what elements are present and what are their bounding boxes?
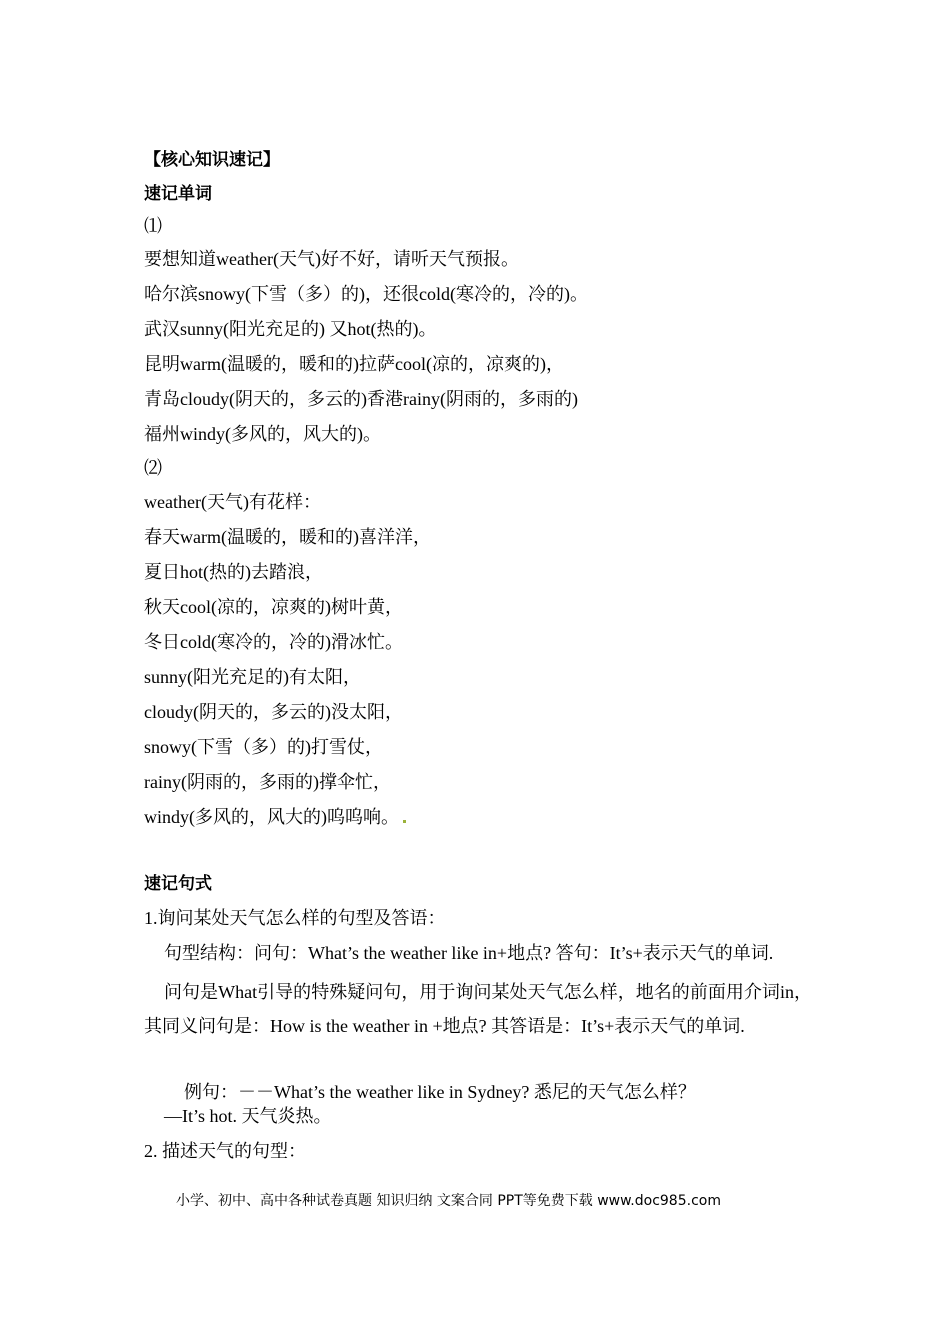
rhyme-line: 哈尔滨snowy(下雪（多）的)，还很cold(寒冷的，冷的)。 (144, 284, 588, 304)
rhyme-line: 要想知道weather(天气)好不好，请听天气预报。 (144, 249, 519, 269)
item2-title: 2. 描述天气的句型： (144, 1141, 306, 1161)
rhyme-line: 福州windy(多风的，风大的)。 (144, 424, 381, 444)
rhyme-line: rainy(阴雨的，多雨的)撑伞忙， (144, 772, 391, 792)
rhyme-line: 冬日cold(寒冷的，冷的)滑冰忙。 (144, 632, 403, 652)
sentence-section-title: 速记句式 (144, 874, 212, 894)
rhyme-line: 秋天cool(凉的，凉爽的)树叶黄， (144, 597, 403, 617)
rhyme-line-last (144, 805, 406, 829)
rhyme-line: 春天warm(温暖的，暖和的)喜洋洋， (144, 527, 431, 547)
rhyme-line: 夏日hot(热的)去踏浪， (144, 562, 323, 582)
rhyme-line: sunny(阳光充足的)有太阳， (144, 667, 361, 687)
footer-text: 小学、初中、高中各种试卷真题 知识归纳 文案合同 PPT等免费下载 www.doc985.com (176, 1193, 721, 1209)
marker-dot (403, 820, 406, 823)
part2-label: ⑵ (144, 458, 162, 478)
rhyme-line: cloudy(阴天的，多云的)没太阳， (144, 702, 403, 722)
rhyme-line: 武汉sunny(阳光充足的) 又hot(热的)。 (144, 319, 437, 339)
rhyme-line: snowy(下雪（多）的)打雪仗， (144, 737, 383, 757)
rhyme-line: 青岛cloudy(阴天的，多云的)香港rainy(阴雨的，多雨的) (144, 389, 578, 409)
rhyme-line: weather(天气)有花样： (144, 492, 321, 512)
part1-label: ⑴ (144, 216, 162, 236)
item1-explanation: 问句是What引导的特殊疑问句，用于询问某处天气怎么样，地名的前面用介词in，其同义问句是：How is the weather in +地点? 其答语是：It’s+表示天气的单词. (144, 982, 812, 1036)
core-knowledge-heading: 【核心知识速记】 (144, 150, 280, 170)
item1-example-answer: —It’s hot. 天气炎热。 (164, 1106, 332, 1126)
item1-example-question: 例句：－－What’s the weather like in Sydney? 悉尼的天气怎么样？ (184, 1082, 696, 1102)
item1-title: 1.询问某处天气怎么样的句型及答语： (144, 908, 446, 928)
vocabulary-section-title: 速记单词 (144, 184, 212, 204)
rhyme-line-text: windy(多风的，风大的)呜呜响。 (144, 807, 399, 827)
item1-structure: 句型结构：问句：What’s the weather like in+地点? 答句：It’s+表示天气的单词. (164, 943, 774, 963)
rhyme-line: 昆明warm(温暖的，暖和的)拉萨cool(凉的，凉爽的)， (144, 354, 564, 374)
